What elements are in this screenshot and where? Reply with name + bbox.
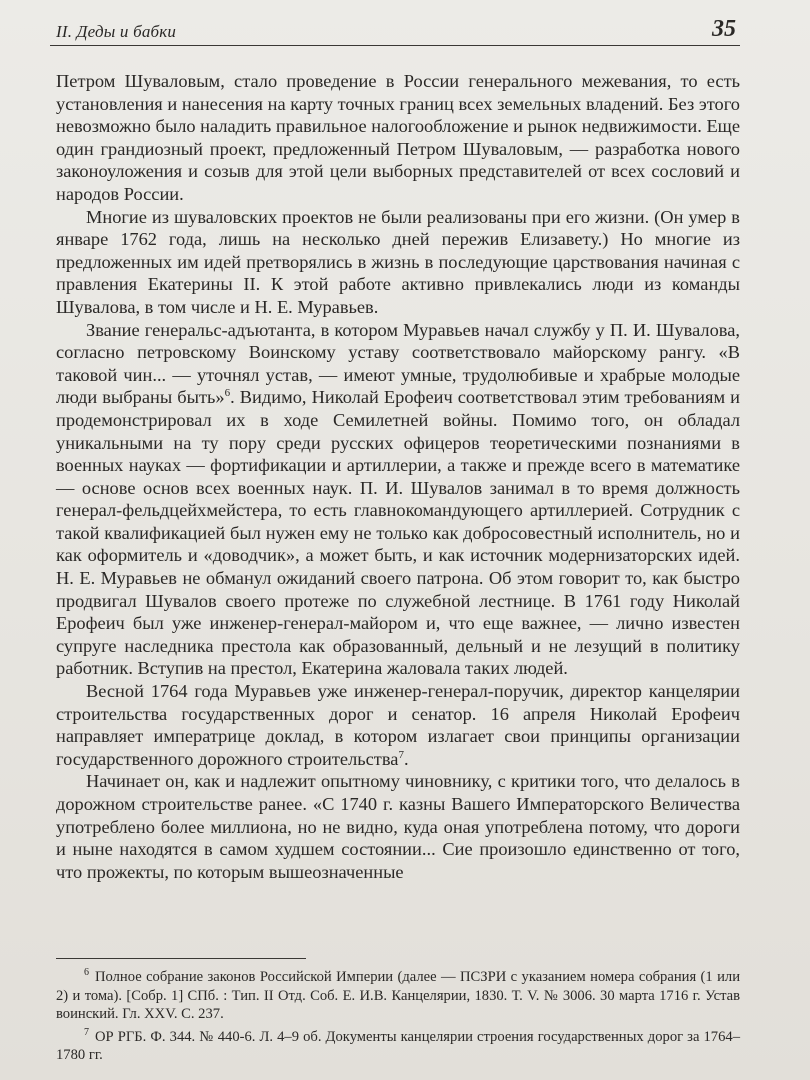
paragraph-text: . [403, 748, 409, 769]
paragraph [56, 206, 740, 319]
footnote-mark: 6 [84, 967, 89, 978]
paragraph-text: Петром Шуваловым, стало проведение в России генерального межевания, то есть установления и нанесения на карту точных границ всех земельных владений. Без этого невозможно было наладить правильное налогообложение и рынок недвижимости. Еще один грандиозный проект, предложенный Петром Шуваловым, — разработка нового законоуложения и созыв для этой цели выборных представителей от всех сословий и народов России. [56, 71, 740, 204]
footnote-separator [56, 958, 306, 959]
paragraph [56, 319, 740, 681]
footnote [56, 1028, 740, 1065]
paragraph [56, 680, 740, 770]
paragraph-text: Звание генеральс-адъютанта, в котором Муравьев начал службу у П. И. Шувалова, согласно петровскому Воинскому уставу соответствовало майорскому рангу. «В таковой чин... — уточнял устав, — имеют умные, трудолюбивые и храбрые молодые люди выбраны быть» [56, 319, 740, 408]
paragraph-text: Многие из шуваловских проектов не были реализованы при его жизни. (Он умер в январе 1762 года, лишь на несколько дней пережив Елизавету.) Но многие из предложенных им идей претворялись в жизнь в последующие царствования начиная с правления Екатерины II. К этой работе активно привлекались люди из команды Шувалова, в том числе и Н. Е. Муравьев. [56, 206, 740, 317]
paragraph [56, 70, 740, 206]
footnote-reference: 6 [224, 387, 231, 400]
paragraph-text: . Видимо, Николай Ерофеич соответствовал этим требованиям и продемонстрировал их в ходе Семилетней войны. Помимо того, он обладал уникальными на ту пору среди русских офицеров теоретическими познаниями в военных науках — фортификации и артиллерии, а также и прежде всего в математике — основе основ всех военных наук. П. И. Шувалов занимал в то время должность генерал-фельдцейхмейстера, то есть главнокомандующего артиллерией. Сотрудник с такой квалификацией был нужен ему не только как добросовестный исполнитель, но и как оформитель и «доводчик», а может быть, и как источник модернизаторских идей. Н. Е. Муравьев не обманул ожиданий своего патрона. Об этом говорит то, как быстро продвигал Шувалов своего протеже по служебной лестнице. В 1761 году Николай Ерофеич был уже инженер-генерал-майором и, что еще важнее, — лично известен супруге наследника престола как образованный, дельный и не лезущий в политику работник. Вступив на престол, Екатерина жаловала таких людей. [56, 387, 741, 679]
running-title: II. Деды и бабки [56, 22, 177, 41]
paragraph-text: Весной 1764 года Муравьев уже инженер-генерал-поручик, директор канцелярии строительства государственных дорог и сенатор. 16 апреля Николай Ерофеич направляет императрице доклад, в котором излагает свои принципы организации государственного дорожного строительства [56, 681, 740, 769]
paragraph [56, 770, 740, 883]
footnotes [56, 968, 740, 1069]
page-number: 35 [712, 16, 736, 42]
footnote-reference: 7 [398, 748, 404, 761]
footnote-text: ОР РГБ. Ф. 344. № 440-6. Л. 4–9 об. Документы канцелярии строения государственных дорог за 1764–1780 гг. [56, 1028, 740, 1064]
footnote-mark: 7 [84, 1026, 89, 1038]
footnote [56, 968, 740, 1024]
paragraph-text: Начинает он, как и надлежит опытному чиновнику, с критики того, что делалось в дорожном строительстве ранее. «С 1740 г. казны Вашего Императорского Величества употреблено более миллиона, но не видно, куда оная употреблена потому, что дороги и ныне находятся в самом худшем состоянии... Сие произошло единственно от того, что прожекты, по которым вышеозначенные [56, 771, 740, 882]
body-text [56, 70, 740, 883]
footnote-text: Полное собрание законов Российской Империи (далее — ПСЗРИ с указанием номера собрания (1 или 2) и тома). [Собр. 1] СПб. : Тип. II Отд. Соб. Е. И.В. Канцелярии, 1830. Т. V. № 3006. 30 марта 1716 г. Устав воинский. Гл. XXV. С. 237. [56, 969, 740, 1023]
header-rule [50, 45, 740, 47]
running-header [50, 12, 740, 46]
